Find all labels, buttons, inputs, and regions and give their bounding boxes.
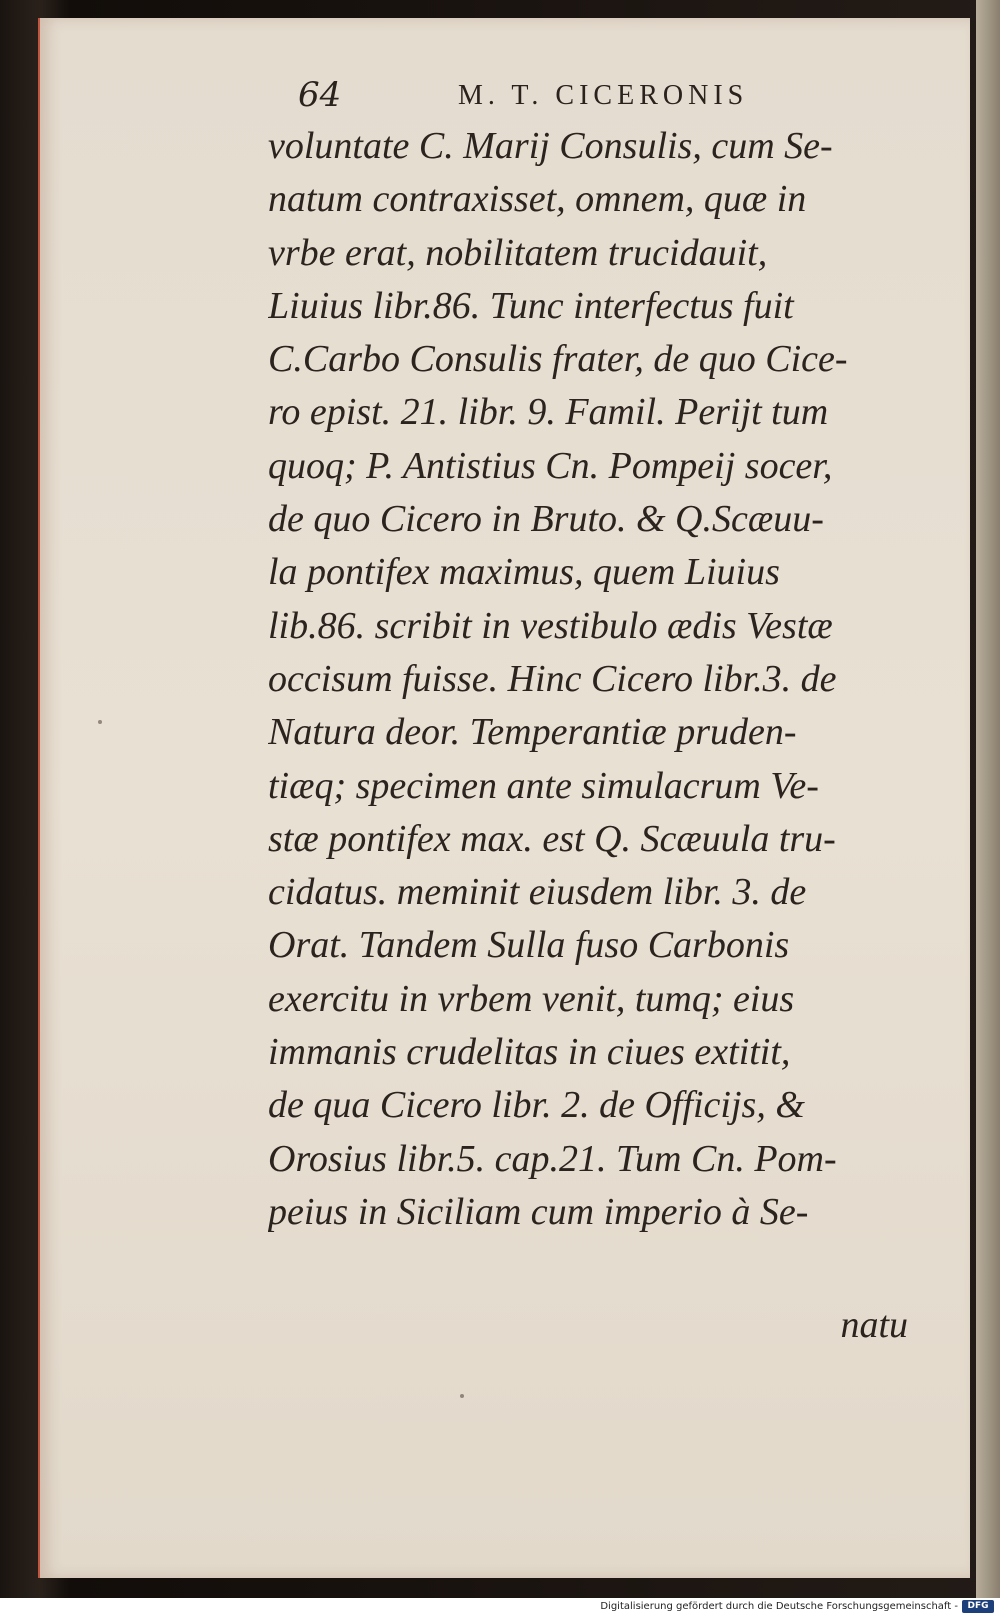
text-line: lib.86. scribit in vestibulo ædis Vestæ	[268, 604, 833, 647]
text-line: stæ pontifex max. est Q. Scæuula tru-	[268, 817, 836, 860]
text-line: voluntate C. Marij Consulis, cum Se-	[268, 125, 833, 167]
text-line: occisum fuisse. Hinc Cicero libr.3. de	[268, 657, 837, 700]
funding-credit: Digitalisierung gefördert durch die Deutsche Forschungsgemeinschaft -	[600, 1601, 958, 1612]
catchword: natu	[840, 1304, 908, 1346]
text-line: peius in Siciliam cum imperio à Se-	[268, 1190, 809, 1233]
page-number: 64	[298, 75, 342, 115]
text-line: ro epist. 21. libr. 9. Famil. Perijt tum	[268, 391, 829, 434]
text-line: de quo Cicero in Bruto. & Q.Scæuu-	[268, 498, 824, 541]
text-line: tiæq; specimen ante simulacrum Ve-	[268, 764, 819, 807]
text-line: Natura deor. Temperantiæ pruden-	[268, 711, 797, 754]
text-line: natum contraxisset, omnem, quæ in	[268, 178, 807, 221]
book-edge	[976, 0, 1000, 1598]
text-line: cidatus. meminit eiusdem libr. 3. de	[268, 871, 807, 914]
text-line: Orat. Tandem Sulla fuso Carbonis	[268, 924, 790, 967]
text-line: exercitu in vrbem venit, tumq; eius	[268, 977, 795, 1020]
running-head-title: M. T. CICERONIS	[458, 80, 749, 111]
dfg-logo: DFG	[962, 1600, 994, 1613]
footer-bar	[0, 1598, 1000, 1615]
text-line: la pontifex maximus, quem Liuius	[268, 551, 780, 594]
text-line: quoq; P. Antistius Cn. Pompeij socer,	[268, 444, 833, 487]
body-text	[268, 120, 908, 1239]
text-line: C.Carbo Consulis frater, de quo Cice-	[268, 338, 848, 381]
text-line: immanis crudelitas in ciues extitit,	[268, 1031, 791, 1074]
paper-speck	[460, 1394, 464, 1398]
text-line: de qua Cicero libr. 2. de Officijs, &	[268, 1084, 805, 1127]
text-line: vrbe erat, nobilitatem trucidauit,	[268, 231, 768, 274]
running-head	[298, 72, 838, 120]
text-line: Orosius libr.5. cap.21. Tum Cn. Pom-	[268, 1137, 837, 1180]
text-line: Liuius libr.86. Tunc interfectus fuit	[268, 284, 794, 327]
paper-speck	[98, 720, 102, 724]
